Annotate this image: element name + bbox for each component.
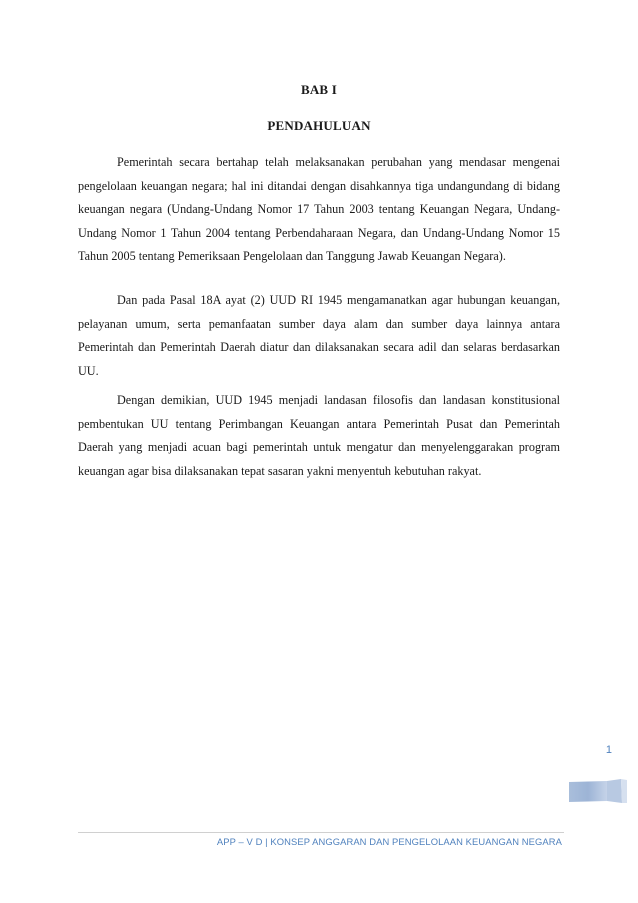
paragraph-text: Pemerintah secara bertahap telah melaksanakan perubahan yang mendasar mengenai pengelolaan keuangan negara; hal ini ditandai dengan disahkannya tiga undangundang di bidang keuangan negara (Undang-Undang Nomor 17 Tahun 2003 tentang Keuangan Negara, Undang-Undang Nomor 1 Tahun 2004 tentang Perbendaharaan Negara, dan Undang-Undang Nomor 15 Tahun 2005 tentang Pemeriksaan Pengelolaan dan Tanggung Jawab Keuangan Negara). [78, 155, 560, 263]
paragraph-text: Dengan demikian, UUD 1945 menjadi landasan filosofis dan landasan konstitusional pembentukan UU tentang Perimbangan Keuangan antara Pemerintah Pusat dan Pemerintah Daerah yang menjadi acuan bagi pemerintah untuk mengatur dan menyelenggarakan program keuangan agar bisa dilaksanakan tepat sasaran yakni menyentuh kebutuhan rakyat. [78, 393, 560, 478]
footer-divider [78, 832, 564, 833]
page-number: 1 [605, 744, 612, 756]
paragraph-3 [78, 389, 560, 483]
page-corner-tab-icon [567, 776, 629, 806]
chapter-number: BAB I [300, 82, 338, 97]
footer-text: APP – V D | KONSEP ANGGARAN DAN PENGELOLAAN KEUANGAN NEGARA [216, 836, 562, 847]
chapter-title: PENDAHULUAN [267, 118, 371, 133]
paragraph-2 [78, 289, 560, 383]
paragraph-1 [78, 151, 560, 269]
paragraph-text: Dan pada Pasal 18A ayat (2) UUD RI 1945 mengamanatkan agar hubungan keuangan, pelayanan umum, serta pemanfaatan sumber daya alam dan sumber daya lainnya antara Pemerintah dan Pemerintah Daerah diatur dan dilaksanakan secara adil dan selaras berdasarkan UU. [78, 293, 560, 378]
